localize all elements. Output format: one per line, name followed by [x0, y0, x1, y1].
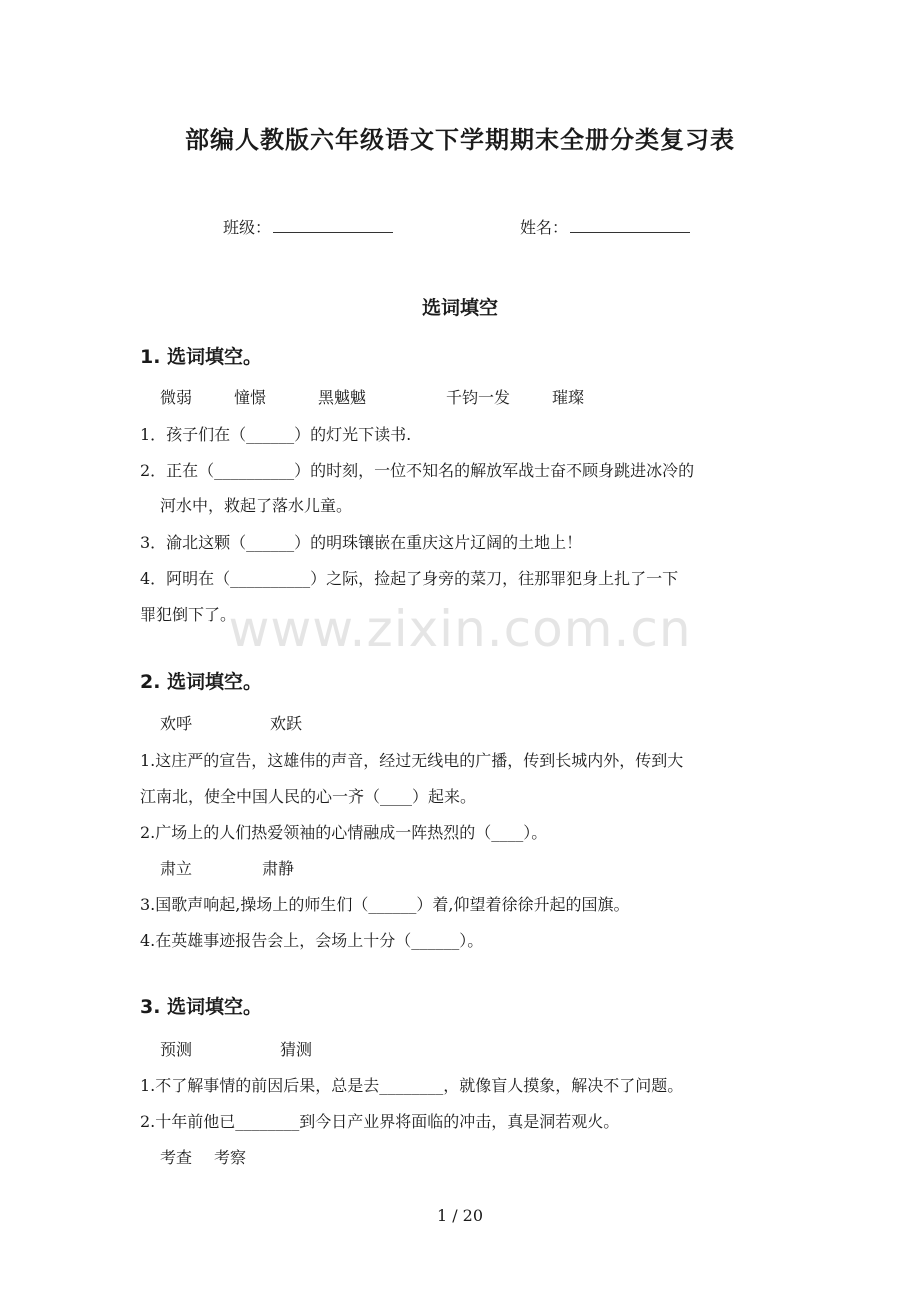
question-2-line: 1.这庄严的宣告，这雄伟的声音，经过无线电的广播，传到长城内外，传到大 [140, 751, 684, 770]
question-2-line: 4.在英雄事迹报告会上，会场上十分（______）。 [140, 931, 484, 950]
word-option: 考查 [160, 1148, 193, 1167]
question-2-line: 2.广场上的人们热爱领袖的心情融成一阵热烈的（____）。 [140, 823, 548, 842]
question-2-line: 江南北，使全中国人民的心一齐（____）起来。 [140, 787, 477, 806]
word-option: 欢呼 [160, 714, 193, 733]
class-blank [273, 218, 393, 233]
name-field [520, 215, 690, 238]
word-option: 欢跃 [270, 714, 303, 733]
question-3-word-bank-a [160, 1037, 312, 1060]
word-option: 考察 [214, 1148, 247, 1167]
page-number: 1 / 20 [436, 1206, 484, 1225]
class-field [223, 215, 393, 238]
document-title: 部编人教版六年级语文下学期期末全册分类复习表 [185, 126, 735, 154]
section-title: 选词填空 [421, 297, 498, 319]
word-option: 微弱 [160, 388, 193, 407]
word-option: 憧憬 [234, 388, 267, 407]
question-1-line: 河水中，救起了落水儿童。 [160, 496, 353, 515]
word-option: 千钧一发 [446, 388, 511, 407]
word-option: 猜测 [280, 1040, 313, 1059]
question-1-word-bank [160, 385, 584, 408]
class-label: 班级： [223, 218, 272, 237]
question-1-line: 3．渝北这颗（______）的明珠镶嵌在重庆这片辽阔的土地上！ [140, 533, 583, 552]
question-1-line: 罪犯倒下了。 [140, 605, 237, 624]
word-option: 肃静 [262, 859, 295, 878]
word-option: 肃立 [160, 859, 193, 878]
word-option: 黑魆魆 [318, 388, 367, 407]
word-option: 璀璨 [552, 388, 585, 407]
question-2-heading: 2. 选词填空。 [140, 671, 263, 693]
question-1-heading: 1. 选词填空。 [140, 346, 263, 368]
question-2-line: 3.国歌声响起,操场上的师生们（______）着,仰望着徐徐升起的国旗。 [140, 895, 630, 914]
question-1-line: 2．正在（__________）的时刻，一位不知名的解放军战士奋不顾身跳进冰冷的 [140, 461, 695, 480]
name-blank [570, 218, 690, 233]
question-2-word-bank-a [160, 711, 302, 734]
name-label: 姓名： [520, 218, 569, 237]
word-option: 预测 [160, 1040, 193, 1059]
question-1-line: 1．孩子们在（______）的灯光下读书. [140, 425, 412, 444]
question-3-line: 2.十年前他已________到今日产业界将面临的冲击，真是洞若观火。 [140, 1112, 620, 1131]
question-2-word-bank-b [160, 856, 294, 879]
question-3-heading: 3. 选词填空。 [140, 996, 263, 1018]
watermark: www.zixin.com.cn [228, 600, 692, 658]
question-1-line: 4．阿明在（__________）之际，捡起了身旁的菜刀，往那罪犯身上扎了一下 [140, 569, 679, 588]
question-3-line: 1.不了解事情的前因后果，总是去________，就像盲人摸象，解决不了问题。 [140, 1076, 684, 1095]
question-3-word-bank-b [160, 1145, 246, 1168]
